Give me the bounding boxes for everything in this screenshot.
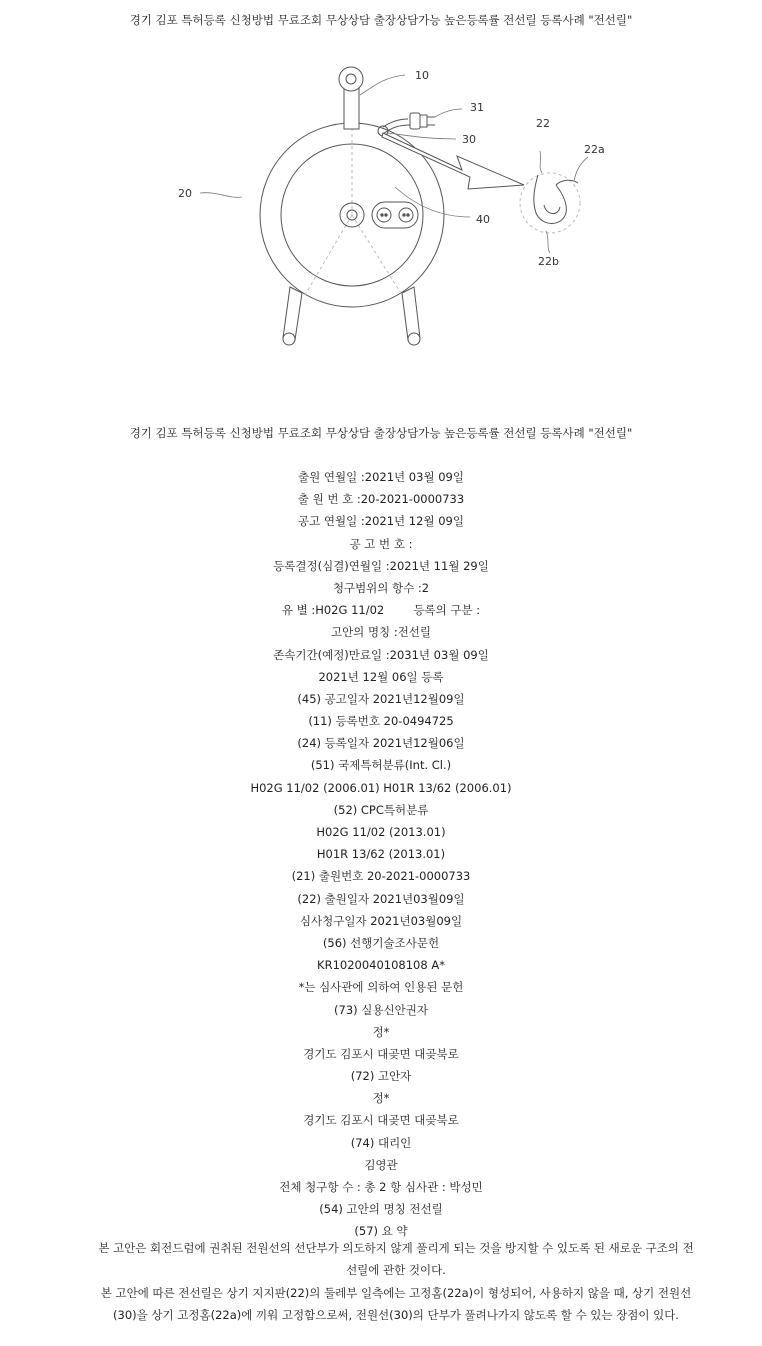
info-line: H01R 13/62 (2013.01) xyxy=(316,847,446,862)
info-line: 2021년 12월 06일 등록 xyxy=(318,669,444,684)
info-line: (24) 등록일자 2021년12월06일 xyxy=(297,736,465,751)
info-line: H02G 11/02 (2013.01) xyxy=(316,825,446,839)
info-line: (11) 등록번호 20-0494725 xyxy=(308,714,454,729)
info-line: 출원 연월일 :2021년 03월 09일 xyxy=(298,470,464,484)
info-line: (45) 공고일자 2021년12월09일 xyxy=(297,691,465,706)
detail-arrow xyxy=(382,133,524,189)
label-22a: 22a xyxy=(584,143,605,156)
info-line: 존속기간(예정)만료일 :2031년 03월 09일 xyxy=(273,647,489,662)
label-31: 31 xyxy=(470,101,484,114)
info-line: (57) 요 약 xyxy=(354,1224,408,1239)
patent-drawing xyxy=(170,55,630,355)
info-line: *는 심사관에 의하여 인용된 문헌 xyxy=(298,980,464,995)
label-10: 10 xyxy=(415,69,429,82)
info-line: 공 고 번 호 : xyxy=(349,536,413,551)
abstract-paragraph-2: 본 고안에 따른 전선릴은 상기 지지판(22)의 둘레부 일측에는 고정홈(22a)이 형성되어, 사용하지 않을 때, 상기 전원선(30)을 상기 고정홈(22a)에 끼워 고정함으로써, 전원선(30)의 단부가 풀려나가지 않도록 할 수 있는 장점이 있다. xyxy=(100,1285,692,1323)
info-line: 유 별 :H02G 11/02 등록의 구분 : xyxy=(281,603,481,618)
info-line: 김영관 xyxy=(364,1157,398,1172)
info-line: 출 원 번 호 :20-2021-0000733 xyxy=(297,492,465,507)
info-line: (51) 국제특허분류(Int. Cl.) xyxy=(310,758,452,773)
fixing-groove-detail xyxy=(520,173,580,233)
info-line: 전체 청구항 수 : 총 2 항 심사관 : 박성민 xyxy=(279,1180,483,1194)
info-line: 청구범위의 항수 :2 xyxy=(332,580,430,595)
info-line: 정* xyxy=(372,1024,390,1039)
info-line: 공고 연월일 :2021년 12월 09일 xyxy=(298,514,464,529)
abstract-paragraph-1: 본 고안은 회전드럼에 권취된 전원선의 선단부가 의도하지 않게 풀리게 되는 것을 방지할 수 있도록 된 새로운 구조의 전선릴에 관한 것이다. xyxy=(98,1241,694,1278)
cable-reel-diagram xyxy=(170,55,630,355)
label-22b: 22b xyxy=(538,255,559,268)
label-20: 20 xyxy=(178,187,192,200)
info-line: (54) 고안의 명칭 전선릴 xyxy=(319,1202,443,1217)
page-title: 경기 김포 특허등록 신청방법 무료조회 무상상담 출장상담가능 높은등록률 전선릴 등록사례 "전선릴" xyxy=(129,13,633,27)
info-line: (74) 대리인 xyxy=(350,1135,412,1150)
info-line: (21) 출원번호 20-2021-0000733 xyxy=(291,869,471,884)
info-line: (22) 출원일자 2021년03월09일 xyxy=(297,891,465,906)
abstract-block xyxy=(96,1237,696,1327)
reel-handle xyxy=(339,67,363,129)
patent-info-list xyxy=(0,466,762,1243)
info-line: KR1020040108108 A* xyxy=(317,958,445,973)
info-line: (52) CPC특허분류 xyxy=(333,802,429,817)
info-line: 고안의 명칭 :전선릴 xyxy=(330,625,432,640)
info-line: 경기도 김포시 대곶면 대곶북로 xyxy=(303,1046,459,1061)
reel-legs xyxy=(283,287,420,345)
leader-lines xyxy=(200,75,588,253)
outlet-40 xyxy=(372,202,418,228)
info-line: (72) 고안자 xyxy=(350,1069,412,1084)
info-line: 심사청구일자 2021년03월09일 xyxy=(299,913,463,928)
info-line: 정* xyxy=(372,1091,390,1106)
label-22: 22 xyxy=(536,117,550,130)
info-line: (56) 선행기술조사문헌 xyxy=(322,935,440,950)
info-line: H02G 11/02 (2006.01) H01R 13/62 (2006.01) xyxy=(250,780,512,795)
info-line: (73) 실용신안권자 xyxy=(334,1002,428,1017)
section-title: 경기 김포 특허등록 신청방법 무료조회 무상상담 출장상담가능 높은등록률 전선릴 등록사례 "전선릴" xyxy=(129,426,633,440)
label-40: 40 xyxy=(476,213,490,226)
info-line: 등록결정(심결)연월일 :2021년 11월 29일 xyxy=(273,558,489,573)
label-30: 30 xyxy=(462,133,476,146)
plug-31 xyxy=(410,113,435,129)
info-line: 경기도 김포시 대곶면 대곶북로 xyxy=(303,1113,459,1128)
